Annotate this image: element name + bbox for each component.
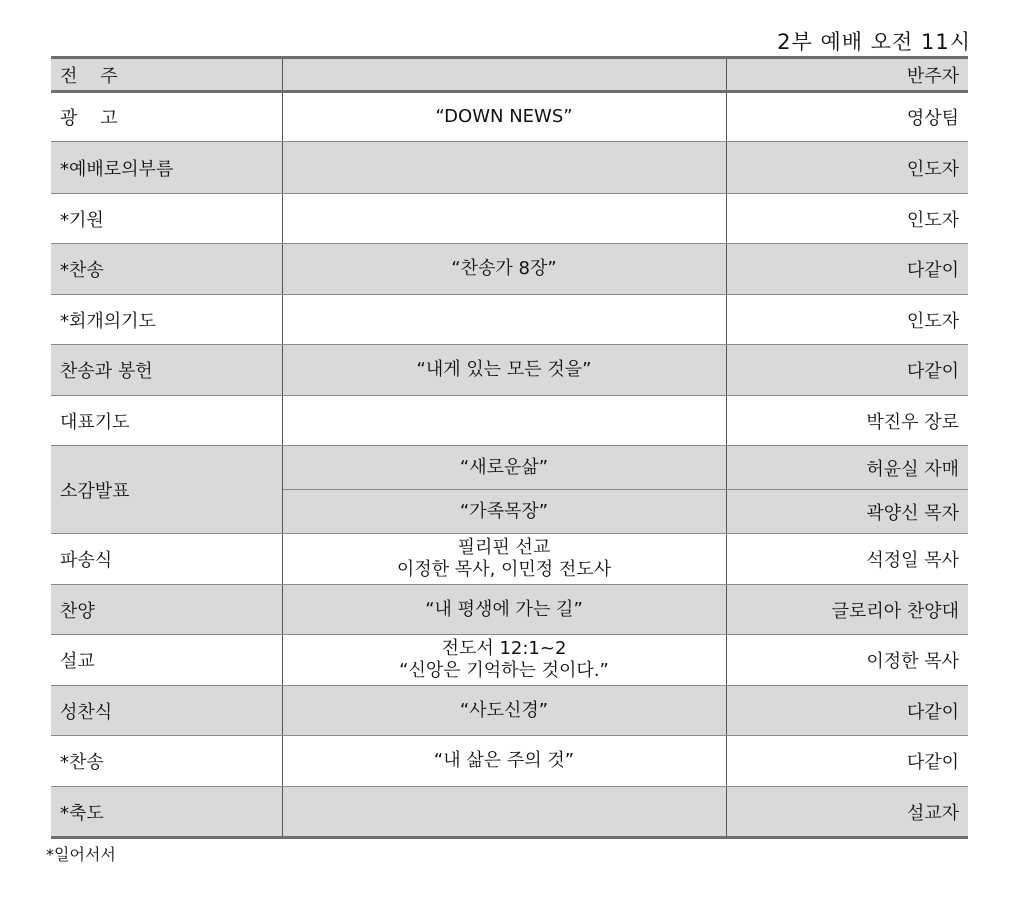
row-detail-line: “내 삶은 주의 것” [433, 750, 575, 771]
table-row [51, 92, 968, 142]
row-item-label: 광 고 [51, 92, 282, 142]
header-detail-label [282, 58, 726, 92]
row-leader: 글로리아 찬양대 [726, 585, 968, 635]
row-item-label: 소감발표 [51, 446, 282, 534]
row-detail [282, 194, 726, 244]
row-detail [282, 142, 726, 194]
row-item-label: *찬송 [51, 244, 282, 295]
row-detail [282, 396, 726, 446]
table-row [51, 345, 968, 396]
row-leader: 인도자 [726, 142, 968, 194]
row-leader: 인도자 [726, 194, 968, 244]
table-row [51, 585, 968, 635]
row-leader: 박진우 장로 [726, 396, 968, 446]
row-detail [282, 736, 726, 787]
row-item-label: *회개의기도 [51, 295, 282, 345]
table-row [51, 295, 968, 345]
row-detail-line: “내게 있는 모든 것을” [416, 359, 592, 380]
row-item-label: *축도 [51, 787, 282, 838]
table-row [51, 787, 968, 838]
row-detail-line: 이정한 목사, 이민정 전도사 [396, 559, 612, 580]
row-detail-line: 전도서 12:1~2 [441, 638, 567, 659]
table-row [51, 534, 968, 585]
row-detail-line: “가족목장” [459, 500, 549, 522]
header-item-label: 전 주 [51, 58, 282, 92]
row-detail-line: 필리핀 선교 [457, 537, 551, 558]
table-row [51, 736, 968, 787]
row-leader: 영상팀 [726, 92, 968, 142]
row-leader: 다같이 [726, 736, 968, 787]
row-leader: 허윤실 자매 [726, 446, 968, 490]
row-detail-line: “새로운삶” [459, 456, 549, 478]
row-detail [282, 490, 726, 534]
row-item-label: 대표기도 [51, 396, 282, 446]
row-item-label: 찬양 [51, 585, 282, 635]
row-detail [282, 534, 726, 585]
row-detail [282, 446, 726, 490]
row-leader: 석정일 목사 [726, 534, 968, 585]
table-row [51, 142, 968, 194]
row-item-label: *기원 [51, 194, 282, 244]
row-leader: 다같이 [726, 686, 968, 736]
table-row [51, 194, 968, 244]
row-item-label: 설교 [51, 635, 282, 686]
row-detail [282, 92, 726, 142]
table-row [51, 686, 968, 736]
row-detail-line: “DOWN NEWS” [435, 106, 573, 127]
row-detail [282, 295, 726, 345]
page-title: 2부 예배 오전 11시 [777, 30, 971, 54]
row-detail-line: “사도신경” [459, 699, 549, 721]
row-leader: 이정한 목사 [726, 635, 968, 686]
row-detail [282, 686, 726, 736]
row-leader: 인도자 [726, 295, 968, 345]
table-row [51, 635, 968, 686]
row-item-label: *예배로의부름 [51, 142, 282, 194]
row-item-label: 성찬식 [51, 686, 282, 736]
row-item-label: 파송식 [51, 534, 282, 585]
row-detail-line: “찬송가 8장” [451, 258, 557, 279]
table-row [51, 446, 968, 490]
header-leader-label: 반주자 [726, 58, 968, 92]
row-detail-line: “신앙은 기억하는 것이다.” [399, 660, 609, 681]
table-header-row [51, 58, 968, 92]
row-item-label: 찬송과 봉헌 [51, 345, 282, 396]
row-item-label: *찬송 [51, 736, 282, 787]
table-row [51, 244, 968, 295]
row-detail [282, 787, 726, 838]
row-detail-line: “내 평생에 가는 길” [425, 598, 583, 620]
row-detail [282, 635, 726, 686]
table-row [51, 396, 968, 446]
row-detail [282, 585, 726, 635]
row-leader: 곽양신 목자 [726, 490, 968, 534]
row-detail [282, 345, 726, 396]
footnote: *일어서서 [46, 845, 116, 864]
row-leader: 다같이 [726, 345, 968, 396]
row-detail [282, 244, 726, 295]
worship-order-body [51, 58, 968, 838]
row-leader: 설교자 [726, 787, 968, 838]
row-leader: 다같이 [726, 244, 968, 295]
worship-order-table [51, 56, 968, 839]
